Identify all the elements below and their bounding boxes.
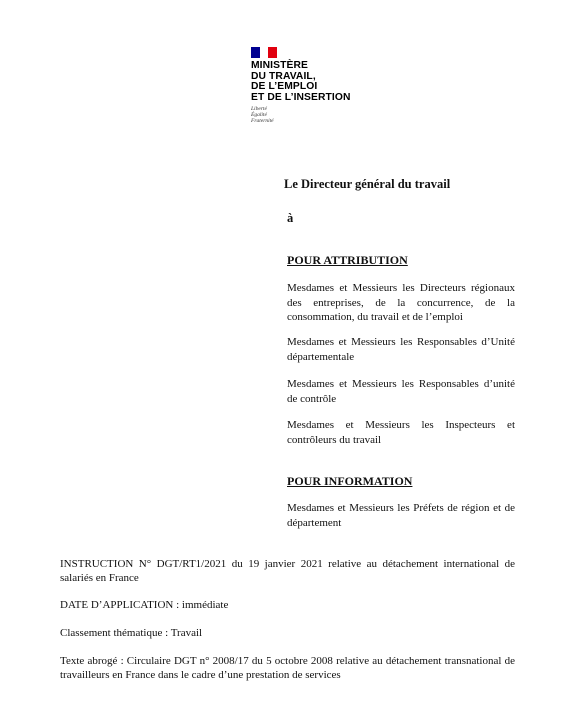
motto-line: Égalité <box>251 112 267 118</box>
attribution-recipient: Mesdames et Messieurs les Inspecteurs et contrôleurs du travail <box>287 419 515 446</box>
motto-line: Liberté <box>251 106 267 112</box>
information-recipient: Mesdames et Messieurs les Préfets de région et de département <box>287 502 515 529</box>
thematic-classification: Classement thématique : Travail <box>60 627 203 639</box>
ministry-line: DU TRAVAIL, <box>251 70 316 82</box>
republic-motto <box>251 106 391 124</box>
information-heading: POUR INFORMATION <box>287 474 413 488</box>
ministry-name <box>251 61 391 103</box>
ministry-line: MINISTÈRE <box>251 60 308 71</box>
instruction-title: INSTRUCTION N° DGT/RT1/2021 du 19 janvier 2021 relative au détachement international de salariés en France <box>60 558 515 584</box>
ministry-logo <box>251 47 391 124</box>
application-date: DATE D’APPLICATION : immédiate <box>60 599 229 611</box>
attribution-recipient: Mesdames et Messieurs les Directeurs régionaux des entreprises, de la concurrence, de la consommation, du travail et de l’emploi <box>287 282 515 323</box>
motto-line: Fraternité <box>251 118 274 124</box>
attribution-heading: POUR ATTRIBUTION <box>287 253 408 267</box>
abrogated-text: Texte abrogé : Circulaire DGT n° 2008/17 du 5 octobre 2008 relative au détachement transnational de travailleurs en France dans le cadre d’une prestation de services <box>60 655 515 681</box>
ministry-line: DE L’EMPLOI <box>251 81 318 92</box>
attribution-recipient: Mesdames et Messieurs les Responsables d’Unité départementale <box>287 336 515 363</box>
attribution-recipient: Mesdames et Messieurs les Responsables d’unité de contrôle <box>287 378 515 405</box>
sender-title: Le Directeur général du travail <box>284 177 451 191</box>
ministry-line: ET DE L’INSERTION <box>251 91 351 103</box>
french-flag-icon <box>251 47 277 58</box>
addressee-marker: à <box>287 211 294 225</box>
